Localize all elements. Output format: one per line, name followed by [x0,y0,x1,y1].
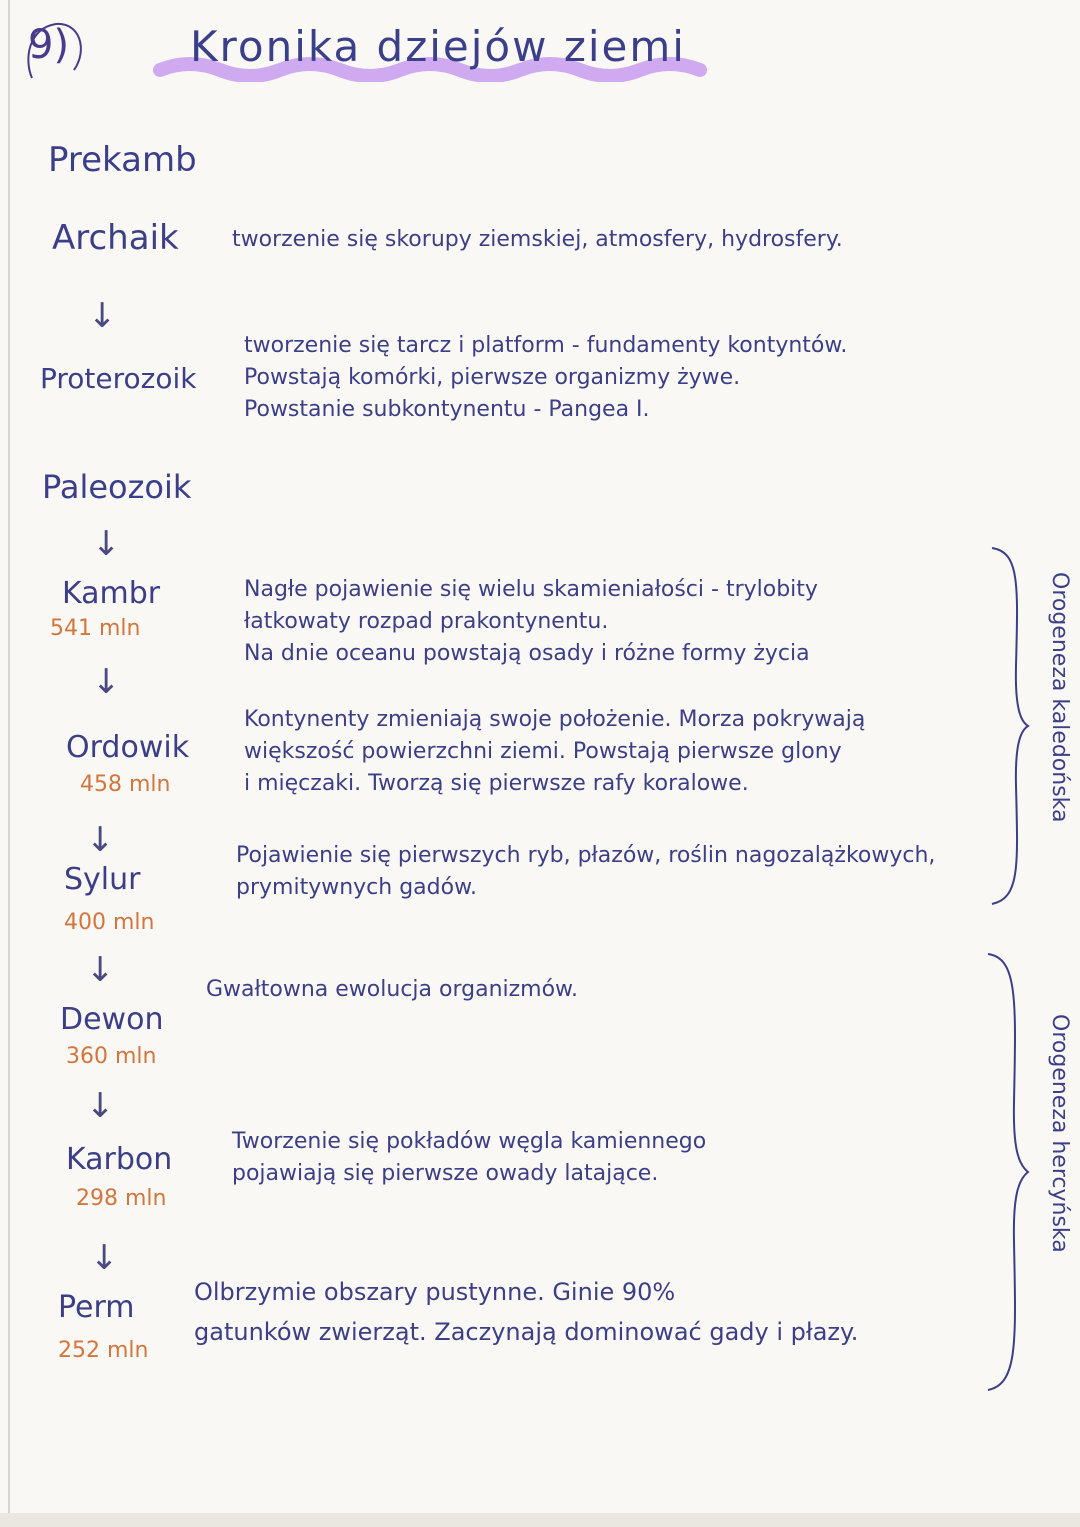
brace-hercynska [986,952,1030,1392]
period-karbon: Karbon [66,1142,173,1177]
period-dewon: Dewon [60,1002,164,1037]
desc-perm: Olbrzymie obszary pustynne. Ginie 90% gatunków zwierząt. Zaczynają dominować gady i płazy. [194,1278,859,1346]
down-arrow-icon: ↓ [88,296,117,336]
mln-ordowik: 458 mln [80,772,171,797]
brace-kaledonska [990,546,1030,906]
down-arrow-icon: ↓ [92,662,121,702]
side-label-kaledonska: Orogeneza kaledońska [1047,572,1072,823]
section-number: 9) [28,22,70,68]
desc-proterozoik: tworzenie się tarcz i platform - fundamenty kontyntów. Powstają komórki, pierwsze organizmy żywe. Powstanie subkontynentu - Pangea I. [244,333,848,422]
desc-archaik: tworzenie się skorupy ziemskiej, atmosfery, hydrosfery. [232,227,843,252]
down-arrow-icon: ↓ [86,950,115,990]
mln-sylur: 400 mln [64,910,155,935]
era-paleozoik: Paleozoik [42,468,192,506]
period-proterozoik: Proterozoik [40,362,197,395]
period-kambr: Kambr [62,576,161,611]
desc-ordowik: Kontynenty zmieniają swoje położenie. Morza pokrywają większość powierzchni ziemi. Powstają pierwsze glony i mięczaki. Tworzą się pierwsze rafy koralowe. [244,707,866,796]
side-label-hercynska: Orogeneza hercyńska [1047,1014,1072,1253]
page-title: Kronika dziejów ziemi [190,22,686,71]
period-perm: Perm [58,1290,135,1325]
down-arrow-icon: ↓ [86,820,115,860]
desc-karbon: Tworzenie się pokładów węgla kamiennego pojawiają się pierwsze owady latające. [232,1129,707,1186]
down-arrow-icon: ↓ [86,1086,115,1126]
desc-kambr: Nagłe pojawienie się wielu skamieniałości - trylobity łatkowaty rozpad prakontynentu. Na dnie oceanu powstają osady i różne formy życia [244,577,818,666]
era-prekamb: Prekamb [48,140,197,180]
mln-perm: 252 mln [58,1338,149,1363]
mln-kambr: 541 mln [50,616,141,641]
period-ordowik: Ordowik [66,730,190,765]
period-sylur: Sylur [64,862,141,897]
desc-dewon: Gwałtowna ewolucja organizmów. [206,977,579,1002]
mln-dewon: 360 mln [66,1044,157,1069]
mln-karbon: 298 mln [76,1186,167,1211]
down-arrow-icon: ↓ [92,524,121,564]
period-archaik: Archaik [52,218,179,258]
desc-sylur: Pojawienie się pierwszych ryb, płazów, roślin nagozalążkowych, prymitywnych gadów. [236,843,936,900]
down-arrow-icon: ↓ [90,1238,119,1278]
